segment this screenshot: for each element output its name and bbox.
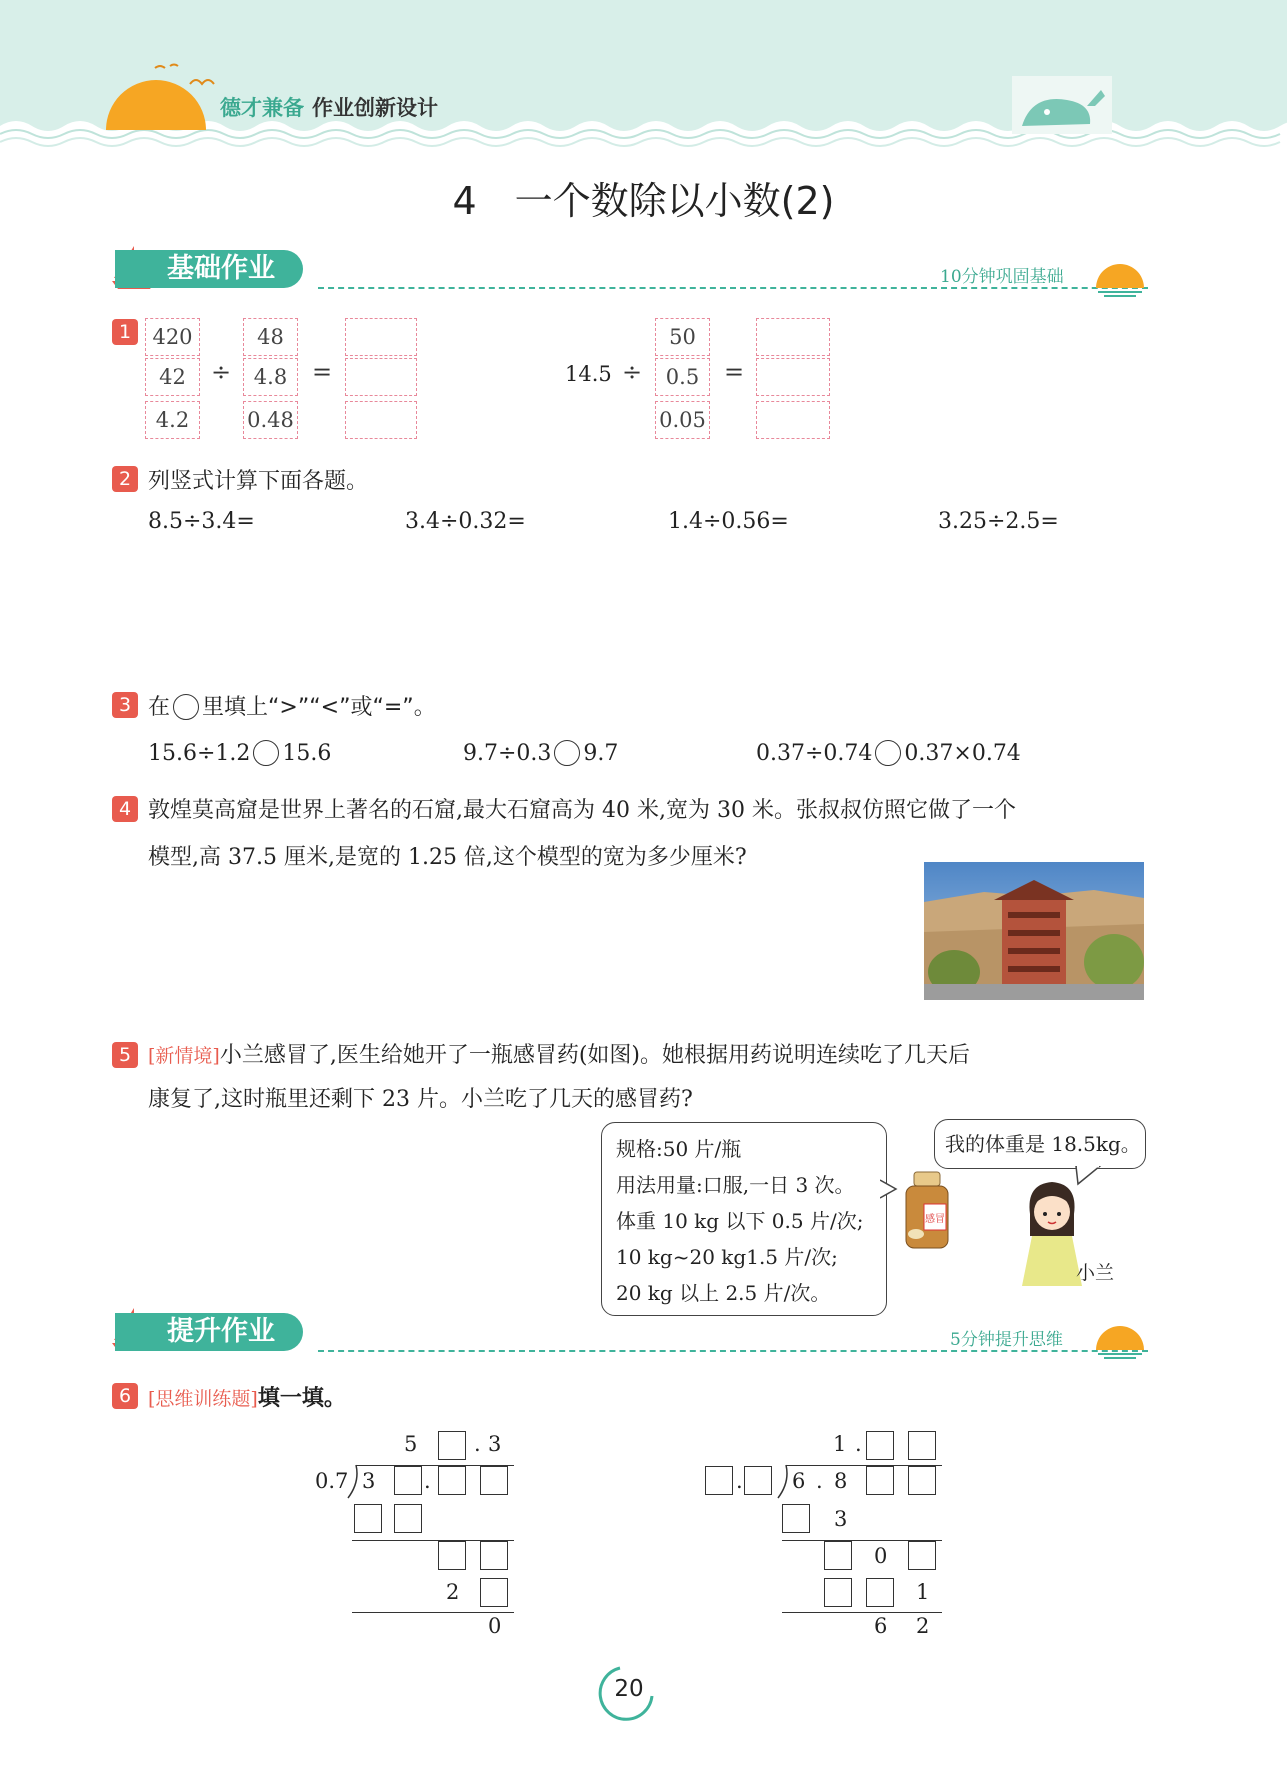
label-line-1: 规格:50 片/瓶 [616, 1137, 742, 1161]
q1-dividend-1: 420 [145, 318, 200, 356]
section-advanced-banner [115, 1313, 303, 1351]
q4-line-1: 敦煌莫高窟是世界上著名的石窟,最大石窟高为 40 米,宽为 30 米。张叔叔仿照它做了一个 [148, 798, 1016, 823]
label-line-4: 10 kg~20 kg1.5 片/次; [616, 1245, 838, 1269]
q1-answer-3[interactable] [345, 401, 417, 439]
ld2-blank-e[interactable] [908, 1541, 936, 1570]
section-advanced-label: 提升作业 [167, 1316, 275, 1347]
q2-number: 2 [112, 466, 138, 492]
ld2-blank-q2[interactable] [908, 1431, 936, 1460]
q3-answer-circle-1[interactable] [253, 740, 279, 766]
ld1-digit-2: 2 [446, 1580, 460, 1604]
ld2-bottom-2: 2 [916, 1614, 930, 1638]
q1-dividend-3: 4.2 [145, 401, 200, 439]
ld1-blank-q[interactable] [438, 1431, 466, 1460]
brand-label [220, 92, 438, 122]
q3-text-before: 在 [148, 695, 171, 720]
q3-item-1-right: 15.6 [282, 741, 332, 766]
q2-item-4: 3.25÷2.5= [938, 509, 1059, 534]
q3-item-3 [756, 740, 1021, 766]
ld2-blank-b[interactable] [908, 1466, 936, 1495]
q6-number: 6 [112, 1383, 138, 1409]
brand-dark: 作业创新设计 [312, 96, 438, 120]
q1-g2-answer-1[interactable] [756, 318, 830, 356]
speech-bubble [934, 1119, 1146, 1169]
brand-green: 德才兼备 [220, 96, 304, 120]
q1-group2-dividend: 14.5 [565, 362, 612, 386]
speech-text: 我的体重是 18.5kg。 [945, 1132, 1141, 1156]
page-number: 20 [614, 1676, 644, 1702]
ld2-digit-3: 3 [834, 1507, 848, 1531]
ld2-q-point: . [855, 1432, 862, 1456]
q6-text [148, 1381, 346, 1412]
ld1-dividend-3: 3 [362, 1469, 376, 1493]
ld1-blank-g[interactable] [480, 1541, 508, 1570]
q1-number: 1 [112, 319, 138, 345]
whale-icon [1012, 76, 1112, 134]
ld2-digit-1: 1 [916, 1580, 930, 1604]
ld2-blank-a[interactable] [866, 1466, 894, 1495]
page-title: 4 一个数除以小数(2) [452, 179, 835, 223]
sun-icon [100, 58, 210, 133]
ld2-divisor-blank-1[interactable] [705, 1466, 733, 1495]
ld1-blank-h[interactable] [480, 1578, 508, 1607]
q4-line-2: 模型,高 37.5 厘米,是宽的 1.25 倍,这个模型的宽为多少厘米? [148, 845, 747, 870]
ld1-q-point: . [474, 1432, 481, 1456]
q1-answer-2[interactable] [345, 358, 417, 396]
q2-item-3: 1.4÷0.56= [668, 509, 789, 534]
bottle-label-text: 感冒 [925, 1214, 945, 1225]
q1-g2-answer-2[interactable] [756, 358, 830, 396]
ld2-blank-d[interactable] [824, 1541, 852, 1570]
ld2-bottom-6: 6 [874, 1614, 888, 1638]
q6-tag: [思维训练题] [148, 1388, 258, 1410]
ld1-blank-d[interactable] [354, 1504, 382, 1533]
q3-item-2-left: 9.7÷0.3 [463, 741, 552, 766]
ld1-blank-c[interactable] [480, 1466, 508, 1495]
q3-item-3-right: 0.37×0.74 [904, 741, 1021, 766]
label-line-5: 20 kg 以上 2.5 片/次。 [616, 1281, 831, 1305]
ld2-dividend-point: . [816, 1469, 823, 1493]
q1-eq-sign-1: = [312, 358, 333, 386]
q2-item-2: 3.4÷0.32= [405, 509, 526, 534]
q5-tag: [新情境] [148, 1045, 220, 1067]
q5-line-1-text: 小兰感冒了,医生给她开了一瓶感冒药(如图)。她根据用药说明连续吃了几天后 [219, 1043, 970, 1068]
ld1-remainder: 0 [488, 1614, 502, 1638]
q3-answer-circle-2[interactable] [554, 740, 580, 766]
ld2-divisor-blank-2[interactable] [744, 1466, 772, 1495]
ld1-divisor: 0.7 [315, 1469, 349, 1493]
label-line-2: 用法用量:口服,一日 3 次。 [616, 1173, 855, 1197]
q4-number: 4 [112, 796, 138, 822]
q1-dividend-2: 42 [145, 358, 200, 396]
section-basic-banner [115, 250, 303, 288]
q1-g2-divisor-1: 50 [655, 318, 710, 356]
ld1-blank-b[interactable] [438, 1466, 466, 1495]
ld2-bracket [776, 1464, 790, 1500]
section-basic-divider [318, 287, 1148, 289]
medicine-label-bubble [601, 1122, 887, 1316]
ld2-digit-0: 0 [874, 1544, 888, 1568]
section-basic-label: 基础作业 [167, 253, 275, 284]
ld2-blank-f[interactable] [824, 1578, 852, 1607]
ld1-dividend-point: . [424, 1469, 431, 1493]
ld2-line-2 [782, 1612, 942, 1613]
ld2-divisor-point: . [736, 1469, 743, 1493]
bird-icon [188, 74, 218, 90]
q1-divisor-2: 4.8 [243, 358, 298, 396]
bubble-tail [880, 1178, 898, 1200]
q5-line-2: 康复了,这时瓶里还剩下 23 片。小兰吃了几天的感冒药? [148, 1087, 693, 1112]
q3-item-1 [148, 740, 331, 766]
ld2-dividend-8: 8 [834, 1469, 848, 1493]
q3-item-1-left: 15.6÷1.2 [148, 741, 251, 766]
circle-icon [173, 694, 199, 720]
q3-answer-circle-3[interactable] [875, 740, 901, 766]
q6-text-main: 填一填。 [257, 1386, 346, 1411]
label-line-3: 体重 10 kg 以下 0.5 片/次; [616, 1209, 864, 1233]
small-sun-icon-2 [1092, 1314, 1148, 1360]
section-advanced-hint: 5分钟提升思维 [950, 1330, 1063, 1350]
q1-divisor-3: 0.48 [243, 401, 298, 439]
q3-item-2 [463, 740, 618, 766]
ld1-blank-f[interactable] [438, 1541, 466, 1570]
q3-item-3-left: 0.37÷0.74 [756, 741, 873, 766]
ld2-q-digit-1: 1 [833, 1432, 847, 1456]
q3-number: 3 [112, 692, 138, 718]
q1-eq-sign-2: = [724, 358, 745, 386]
mogao-grottoes-photo [924, 862, 1144, 1000]
q2-item-1: 8.5÷3.4= [148, 509, 255, 534]
q3-item-2-right: 9.7 [583, 741, 619, 766]
q5-line-1 [148, 1038, 970, 1069]
ld2-blank-g[interactable] [866, 1578, 894, 1607]
ld1-q-digit-5: 5 [404, 1432, 418, 1456]
q5-number: 5 [112, 1042, 138, 1068]
section-basic-hint: 10分钟巩固基础 [940, 267, 1064, 287]
q3-text [148, 690, 436, 721]
ld2-dividend-6: 6 [792, 1469, 806, 1493]
medicine-bottle-icon [902, 1170, 952, 1252]
girl-name-label: 小兰 [1076, 1262, 1115, 1284]
ld2-blank-c[interactable] [782, 1504, 810, 1533]
small-sun-icon [1092, 252, 1148, 298]
ld1-line-2 [352, 1612, 514, 1613]
q1-div-sign-2: ÷ [622, 358, 643, 386]
q1-answer-1[interactable] [345, 318, 417, 356]
q1-g2-divisor-2: 0.5 [655, 358, 710, 396]
ld1-blank-e[interactable] [394, 1504, 422, 1533]
ld2-blank-q1[interactable] [866, 1431, 894, 1460]
ld1-q-digit-3: 3 [488, 1432, 502, 1456]
ld1-blank-a[interactable] [394, 1466, 422, 1495]
q1-div-sign-1: ÷ [211, 358, 232, 386]
section-advanced-divider [318, 1350, 1148, 1352]
q1-g2-answer-3[interactable] [756, 401, 830, 439]
q1-g2-divisor-3: 0.05 [655, 401, 710, 439]
q3-text-after: 里填上“>”“<”或“=”。 [202, 695, 436, 720]
q1-divisor-1: 48 [243, 318, 298, 356]
q2-text: 列竖式计算下面各题。 [148, 469, 369, 494]
